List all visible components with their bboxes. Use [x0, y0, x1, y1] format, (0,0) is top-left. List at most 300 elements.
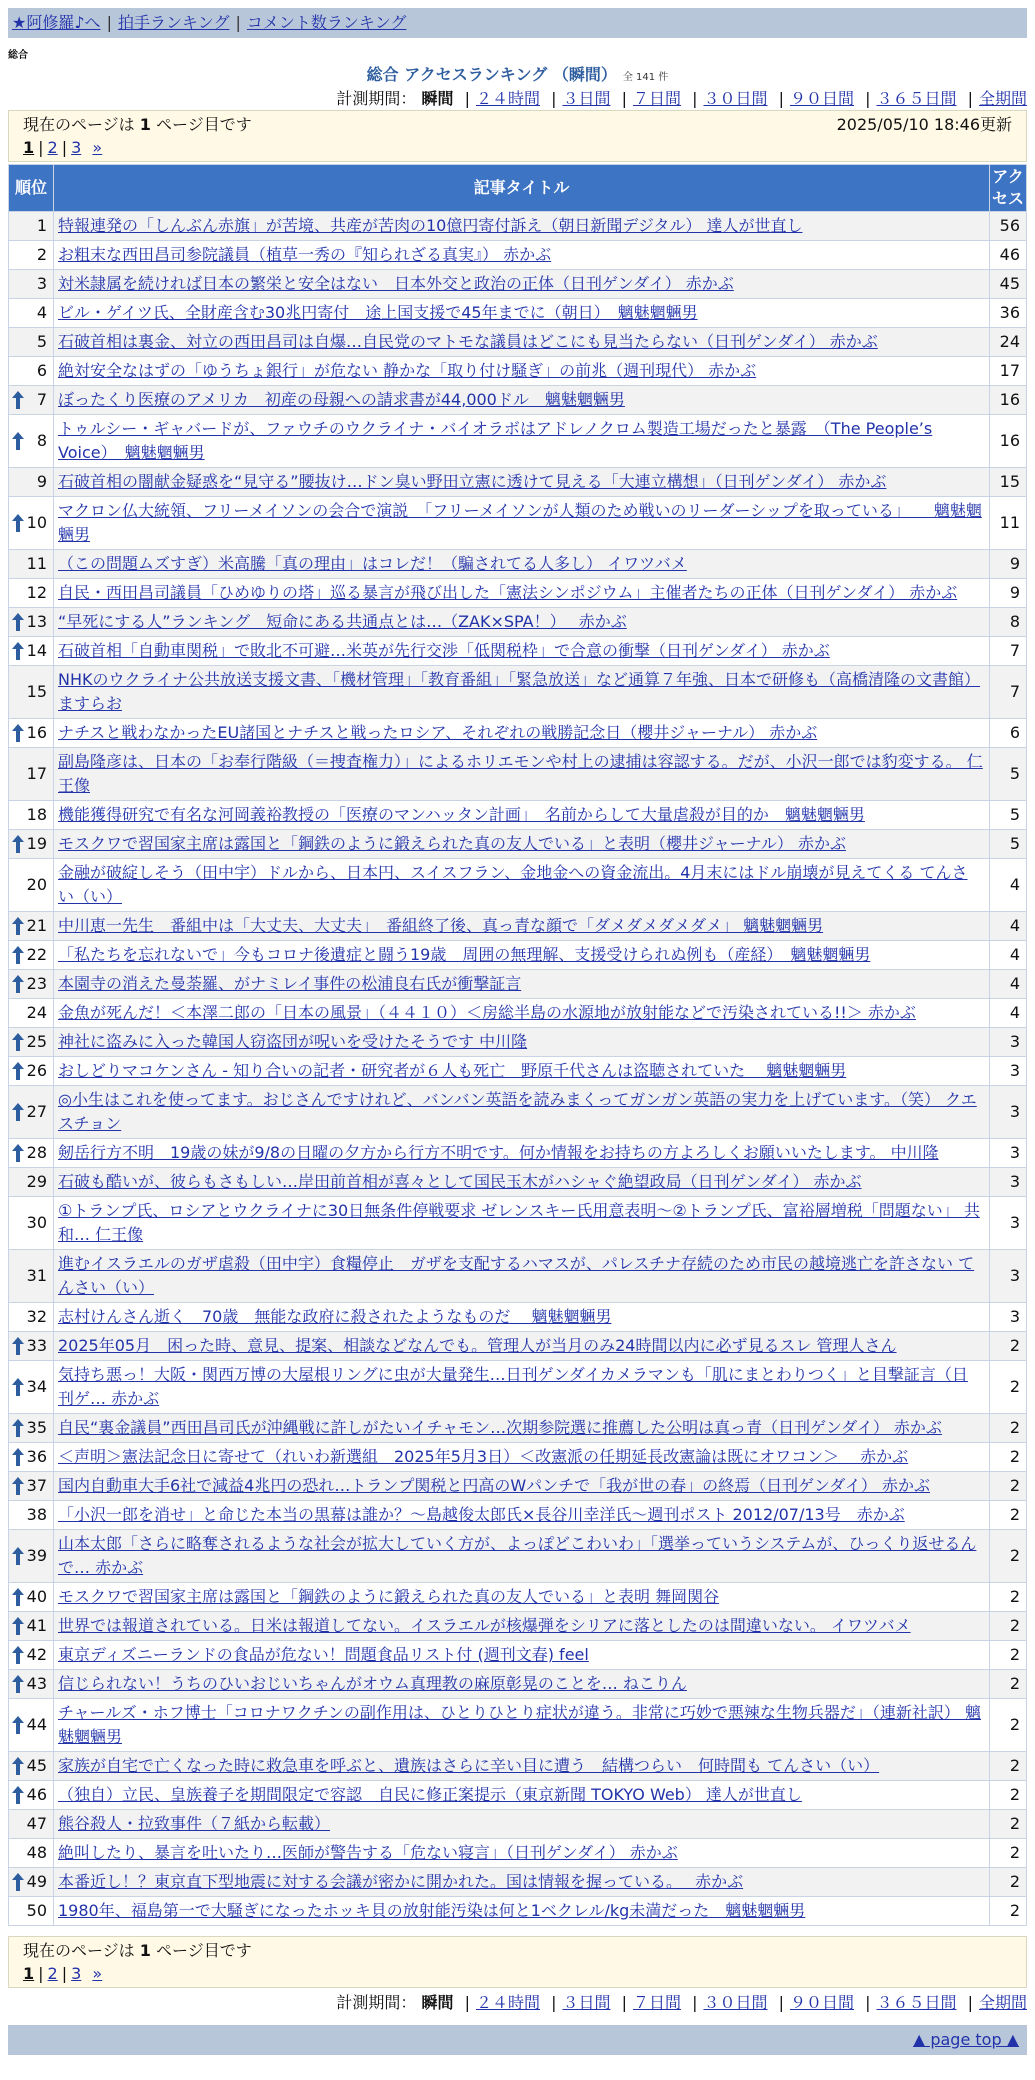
table-row — [9, 1168, 1027, 1197]
title-cell — [54, 357, 990, 386]
table-row — [9, 1057, 1027, 1086]
table-row — [9, 1839, 1027, 1868]
title-cell — [54, 1781, 990, 1810]
period-all-link[interactable]: 全期間 — [978, 1993, 1027, 2012]
rank-number: 38 — [26, 1505, 47, 1524]
rank-up-arrow-icon — [12, 391, 24, 409]
table-row — [9, 1868, 1027, 1897]
period-3d-link[interactable]: ３日間 — [562, 1993, 611, 2012]
period-365d-link[interactable]: ３６５日間 — [876, 1993, 957, 2012]
page-3-link[interactable]: 3 — [71, 1964, 82, 1983]
title-cell — [54, 830, 990, 859]
title-cell — [54, 719, 990, 748]
article-link[interactable]: チャールズ・ホフ博士「コロナワクチンの副作用は、ひとりひとり症状が違う。非常に巧妙で悪辣な生物兵器だ」（連新社訳） 魑魅魍魎男 — [58, 1703, 982, 1746]
page-title — [0, 62, 1035, 85]
period-365d-link[interactable]: ３６５日間 — [876, 89, 957, 108]
access-count: 2 — [990, 1414, 1027, 1443]
period-7d-link[interactable]: ７日間 — [632, 1993, 681, 2012]
rank-cell — [9, 1197, 54, 1250]
table-row — [9, 1472, 1027, 1501]
article-link[interactable]: ①トランプ氏、ロシアとウクライナに30日無条件停戦要求 ゼレンスキー氏用意表明～②トランプ氏、富裕層増税「問題ない」 共和… 仁王像 — [58, 1201, 980, 1244]
rank-cell — [9, 357, 54, 386]
title-cell — [54, 386, 990, 415]
title-cell — [54, 1699, 990, 1752]
rank-cell — [9, 1250, 54, 1303]
rank-number: 35 — [26, 1418, 47, 1437]
title-cell — [54, 1472, 990, 1501]
rank-cell — [9, 386, 54, 415]
rank-number: 26 — [26, 1061, 47, 1080]
period-90d-link[interactable]: ９０日間 — [789, 89, 854, 108]
applause-ranking-link[interactable]: 拍手ランキング — [117, 13, 230, 32]
title-cell — [54, 1612, 990, 1641]
article-link[interactable]: ◎小生はこれを使ってます。おじさんですけれど、バンバン英語を読みまくってガンガン英語の実力を上げています。（笑） クエスチョン — [58, 1090, 977, 1133]
rank-cell — [9, 1839, 54, 1868]
period-24h-link[interactable]: ２４時間 — [475, 89, 540, 108]
article-link[interactable]: 機能獲得研究で有名な河岡義裕教授の「医療のマンハッタン計画」 名前からして大量虐殺が目的か 魑魅魍魎男 — [58, 805, 865, 824]
article-link[interactable]: 進むイスラエルのガザ虐殺（田中宇）食糧停止 ガザを支配するハマスが、パレスチナ存続のため市民の越境逃亡を許さない てんさい（い） — [58, 1254, 975, 1297]
rank-number: 11 — [26, 554, 47, 573]
article-link[interactable]: おしどりマコケンさん - 知り合いの記者・研究者が６人も死亡 野原千代さんは盗聴されていた 魑魅魍魎男 — [58, 1061, 847, 1080]
access-count: 9 — [990, 579, 1027, 608]
access-count: 2 — [990, 1897, 1027, 1926]
article-link[interactable]: 志村けんさん逝く 70歳 無能な政府に殺されたようなものだ 魑魅魍魎男 — [58, 1307, 612, 1326]
article-link[interactable]: ぼったくり医療のアメリカ 初産の母親への請求書が44,000ドル 魑魅魍魎男 — [58, 390, 625, 409]
title-cell — [54, 637, 990, 666]
article-link[interactable]: NHKのウクライナ公共放送支援文書、「機材管理」「教育番組」「緊急放送」など通算７年強、日本で研修も（高橋清隆の文書館） ますらお — [58, 670, 981, 713]
rank-number: 37 — [26, 1476, 47, 1495]
rank-number: 9 — [36, 472, 47, 491]
title-cell — [54, 270, 990, 299]
rank-up-arrow-icon — [12, 1757, 24, 1775]
title-cell — [54, 1530, 990, 1583]
rank-header: 順位 — [9, 165, 54, 212]
category-label: 総合 — [8, 50, 28, 61]
rank-number: 17 — [26, 764, 47, 783]
article-link[interactable]: 「私たちを忘れないで」今もコロナ後遺症と闘う19歳 周囲の無理解、支援受けられぬ例も（産経） 魑魅魍魎男 — [58, 945, 871, 964]
article-link[interactable]: 中川恵一先生 番組中は「大丈夫、大丈夫」 番組終了後、真っ青な顔で「ダメダメダメダメ」 魑魅魍魎男 — [58, 916, 824, 935]
article-link[interactable]: 「小沢一郎を消せ」と命じた本当の黒幕は誰か？～島越俊太郎氏×長谷川幸洋氏～週刊ポスト 2012/07/13号 赤かぶ — [58, 1505, 905, 1524]
article-link[interactable]: 1980年、福島第一で大騒ぎになったホッキ貝の放射能汚染は何と1ベクレル/kg未満だった 魑魅魍魎男 — [58, 1901, 806, 1920]
rank-cell — [9, 1641, 54, 1670]
access-count: 2 — [990, 1752, 1027, 1781]
total-count: 全 141 件 — [622, 72, 669, 83]
table-row — [9, 748, 1027, 801]
rank-number: 36 — [26, 1447, 47, 1466]
rank-number: 33 — [26, 1336, 47, 1355]
article-link[interactable]: 家族が自宅で亡くなった時に救急車を呼ぶと、遺族はさらに辛い目に遭う 結構つらい 何時間も てんさい（い） — [58, 1756, 880, 1775]
table-row — [9, 666, 1027, 719]
period-label: 計測期間： — [336, 89, 417, 108]
period-selector-bottom: 計測期間： 瞬間 | ２４時間 | ３日間 | ７日間 | ３０日間 | ９０日間 | ３６５日間 | 全期間 — [336, 1993, 1027, 2012]
next-page-link[interactable]: » — [92, 138, 103, 157]
access-count: 2 — [990, 1332, 1027, 1361]
article-link[interactable]: 特報連発の「しんぶん赤旗」が苦境、共産が苦肉の10億円寄付訴え（朝日新聞デジタル） 達人が世直し — [58, 216, 803, 235]
access-count: 2 — [990, 1443, 1027, 1472]
nav-separator: | — [106, 13, 112, 32]
rank-cell — [9, 1443, 54, 1472]
access-count: 2 — [990, 1839, 1027, 1868]
article-link[interactable]: 金魚が死んだ！＜本澤二郎の「日本の風景」（４４１０）＜房総半島の水源地が放射能などで汚染されている!!＞ 赤かぶ — [58, 1003, 916, 1022]
period-all-link[interactable]: 全期間 — [978, 89, 1027, 108]
rank-up-arrow-icon — [12, 1547, 24, 1565]
rank-cell — [9, 666, 54, 719]
rank-up-arrow-icon — [12, 1103, 24, 1121]
title-header: 記事タイトル — [54, 165, 990, 212]
rank-cell — [9, 1781, 54, 1810]
home-link[interactable]: ★阿修羅♪へ — [12, 13, 101, 32]
access-count: 3 — [990, 1028, 1027, 1057]
access-count: 5 — [990, 801, 1027, 830]
rank-cell — [9, 1501, 54, 1530]
page-top-link[interactable]: ▲ page top ▲ — [912, 2030, 1019, 2049]
title-cell — [54, 328, 990, 357]
rank-number: 40 — [26, 1587, 47, 1606]
table-row — [9, 830, 1027, 859]
pagination-box-bottom: 現在のページは 1 ページ目です 1 | 2 | 3 » — [8, 1936, 1027, 1988]
title-cell — [54, 1868, 990, 1897]
table-header-row — [9, 165, 1027, 212]
page-2-link[interactable]: 2 — [47, 1964, 58, 1983]
rank-number: 3 — [36, 274, 47, 293]
ranking-table — [8, 164, 1027, 1926]
rank-cell — [9, 550, 54, 579]
rank-number: 50 — [26, 1901, 47, 1920]
article-link[interactable]: 副島隆彦は、日本の「お奉行階級（＝捜査権力）」によるホリエモンや村上の逮捕は容認する。だが、小沢一郎では豹変する。 仁王像 — [58, 752, 983, 795]
access-count: 3 — [990, 1139, 1027, 1168]
rank-cell — [9, 719, 54, 748]
article-link[interactable]: 絶対安全なはずの「ゆうちょ銀行」が危ない 静かな「取り付け騒ぎ」の前兆（週刊現代） 赤かぶ — [58, 361, 757, 380]
title-cell — [54, 299, 990, 328]
table-row — [9, 1810, 1027, 1839]
title-cell — [54, 1168, 990, 1197]
rank-cell — [9, 212, 54, 241]
table-row — [9, 1670, 1027, 1699]
rank-cell — [9, 1612, 54, 1641]
rank-up-arrow-icon — [12, 1646, 24, 1664]
access-count: 7 — [990, 637, 1027, 666]
rank-cell — [9, 299, 54, 328]
article-link[interactable]: “早死にする人”ランキング 短命にある共通点とは…（ZAK×SPA！） 赤かぶ — [58, 612, 627, 631]
table-row — [9, 1897, 1027, 1926]
title-cell — [54, 1057, 990, 1086]
access-count: 2 — [990, 1361, 1027, 1414]
table-row — [9, 941, 1027, 970]
article-link[interactable]: 熊谷殺人・拉致事件（７紙から転載） — [58, 1814, 331, 1833]
table-row — [9, 579, 1027, 608]
top-nav-bar — [8, 8, 1027, 38]
article-link[interactable]: 本園寺の消えた曼荼羅、がナミレイ事件の松浦良右氏が衝撃証言 — [58, 974, 522, 993]
rank-cell — [9, 1028, 54, 1057]
rank-up-arrow-icon — [12, 1419, 24, 1437]
access-count: 46 — [990, 241, 1027, 270]
page-1-current: 1 — [23, 138, 35, 157]
table-row — [9, 270, 1027, 299]
access-count: 2 — [990, 1781, 1027, 1810]
table-row — [9, 497, 1027, 550]
bottom-bar — [8, 2025, 1027, 2055]
rank-up-arrow-icon — [12, 514, 24, 532]
access-count: 2 — [990, 1699, 1027, 1752]
rank-number: 21 — [26, 916, 47, 935]
access-count: 3 — [990, 1303, 1027, 1332]
rank-number: 29 — [26, 1172, 47, 1191]
rank-number: 45 — [26, 1756, 47, 1775]
period-30d-link[interactable]: ３０日間 — [703, 89, 768, 108]
period-label: 計測期間： — [336, 1993, 417, 2012]
table-row — [9, 1501, 1027, 1530]
title-cell — [54, 1139, 990, 1168]
access-count: 3 — [990, 1086, 1027, 1139]
table-row — [9, 608, 1027, 637]
title-cell — [54, 1839, 990, 1868]
page-title-text: 総合 アクセスランキング （瞬間） — [366, 65, 617, 84]
rank-number: 2 — [36, 245, 47, 264]
rank-number: 14 — [26, 641, 47, 660]
access-count: 2 — [990, 1501, 1027, 1530]
pagination-box-top: 現在のページは 1 ページ目です 2025/05/10 18:46更新 1 | 2 | 3 » — [8, 110, 1027, 162]
rank-number: 4 — [36, 303, 47, 322]
article-link[interactable]: 石破首相の闇献金疑惑を“見守る”腰抜け…ドン臭い野田立憲に透けて見える「大連立構想」（日刊ゲンダイ） 赤かぶ — [58, 472, 887, 491]
period-30d-link[interactable]: ３０日間 — [703, 1993, 768, 2012]
access-count: 11 — [990, 497, 1027, 550]
table-row — [9, 1332, 1027, 1361]
article-link[interactable]: 国内自動車大手6社で減益4兆円の恐れ…トランプ関税と円高のWパンチで「我が世の春」の終焉（日刊ゲンダイ） 赤かぶ — [58, 1476, 930, 1495]
article-link[interactable]: 絶叫したり、暴言を吐いたり…医師が警告する「危ない寝言」（日刊ゲンダイ） 赤かぶ — [58, 1843, 678, 1862]
table-row — [9, 1781, 1027, 1810]
access-count: 6 — [990, 719, 1027, 748]
rank-cell — [9, 970, 54, 999]
title-cell — [54, 212, 990, 241]
rank-number: 46 — [26, 1785, 47, 1804]
rank-cell — [9, 1868, 54, 1897]
article-link[interactable]: マクロン仏大統領、フリーメイソンの会合で演説 「フリーメイソンが人類のため戦いのリーダーシップを取っている」 魑魅魍魎男 — [58, 501, 982, 544]
title-cell — [54, 1414, 990, 1443]
rank-cell — [9, 830, 54, 859]
period-current: 瞬間 — [421, 1993, 454, 2012]
period-current: 瞬間 — [421, 89, 454, 108]
table-row — [9, 386, 1027, 415]
access-count: 7 — [990, 666, 1027, 719]
rank-cell — [9, 497, 54, 550]
table-row — [9, 1361, 1027, 1414]
title-cell — [54, 1501, 990, 1530]
article-link[interactable]: （独自）立民、皇族養子を期間限定で容認 自民に修正案提示（東京新聞 TOKYO Web） 達人が世直し — [58, 1785, 802, 1804]
rank-number: 18 — [26, 805, 47, 824]
title-cell — [54, 1897, 990, 1926]
rank-number: 6 — [36, 361, 47, 380]
access-count: 3 — [990, 1057, 1027, 1086]
article-link[interactable]: 自民“裏金議員”西田昌司氏が沖縄戦に許しがたいイチャモン…次期参院選に推薦した公明は真っ青（日刊ゲンダイ） 赤かぶ — [58, 1418, 942, 1437]
title-cell — [54, 1670, 990, 1699]
page-status-prefix: 現在のページは — [23, 115, 135, 134]
article-link[interactable]: 石破首相「自動車関税」で敗北不可避…米英が先行交渉「低関税枠」で合意の衝撃（日刊ゲンダイ） 赤かぶ — [58, 641, 830, 660]
rank-cell — [9, 801, 54, 830]
access-count: 5 — [990, 748, 1027, 801]
article-link[interactable]: （この問題ムズすぎ）米高騰「真の理由」はコレだ！（騙されてる人多し） イワツバメ — [58, 554, 687, 573]
rank-cell — [9, 1810, 54, 1839]
rank-cell — [9, 1414, 54, 1443]
article-link[interactable]: ＜声明＞憲法記念日に寄せて（れいわ新選組 2025年5月3日）＜改憲派の任期延長改憲論は既にオワコン＞ 赤かぶ — [58, 1447, 909, 1466]
rank-number: 32 — [26, 1307, 47, 1326]
rank-number: 23 — [26, 974, 47, 993]
period-3d-link[interactable]: ３日間 — [562, 89, 611, 108]
rank-number: 20 — [26, 875, 47, 894]
access-count: 15 — [990, 468, 1027, 497]
table-row — [9, 1752, 1027, 1781]
access-count: 9 — [990, 550, 1027, 579]
title-cell — [54, 550, 990, 579]
rank-up-arrow-icon — [12, 1873, 24, 1891]
article-link[interactable]: 剱岳行方不明 19歳の妹が9/8の日曜の夕方から行方不明です。何か情報をお持ちの方よろしくお願いいたします。 中川隆 — [58, 1143, 939, 1162]
access-count: 2 — [990, 1670, 1027, 1699]
article-link[interactable]: モスクワで習国家主席は露国と「鋼鉄のように鍛えられた真の友人でいる」と表明 舞岡関谷 — [58, 1587, 720, 1606]
article-link[interactable]: 金融が破綻しそう（田中宇）ドルから、日本円、スイスフラン、金地金への資金流出。4月末にはドル崩壊が見えてくる てんさい（い） — [58, 863, 968, 906]
article-link[interactable]: 2025年05月 困った時、意見、提案、相談などなんでも。管理人が当月のみ24時間以内に必ず見るスレ 管理人さん — [58, 1336, 897, 1355]
access-count: 3 — [990, 1250, 1027, 1303]
title-cell — [54, 941, 990, 970]
table-row — [9, 1530, 1027, 1583]
table-row — [9, 1250, 1027, 1303]
table-row — [9, 1699, 1027, 1752]
ranking-table-body — [9, 212, 1027, 1926]
article-link[interactable]: 対米隷属を続ければ日本の繁栄と安全はない 日本外交と政治の正体（日刊ゲンダイ） 赤かぶ — [58, 274, 734, 293]
table-row — [9, 299, 1027, 328]
table-row — [9, 1139, 1027, 1168]
table-row — [9, 241, 1027, 270]
article-link[interactable]: トゥルシー・ギャバードが、ファウチのウクライナ・バイオラボはアドレノクロム製造工場だったと暴露 （The People’s Voice） 魑魅魍魎男 — [58, 419, 933, 462]
rank-up-arrow-icon — [12, 917, 24, 935]
page-status-current: 1 — [139, 1941, 151, 1960]
rank-up-arrow-icon — [12, 1337, 24, 1355]
access-count: 2 — [990, 1868, 1027, 1897]
title-cell — [54, 912, 990, 941]
rank-number: 19 — [26, 834, 47, 853]
rank-number: 43 — [26, 1674, 47, 1693]
rank-up-arrow-icon — [12, 1448, 24, 1466]
access-header: アクセス — [990, 165, 1027, 212]
article-link[interactable]: 神社に盗みに入った韓国人窃盗団が呪いを受けたそうです 中川隆 — [58, 1032, 528, 1051]
access-count: 4 — [990, 999, 1027, 1028]
rank-cell — [9, 328, 54, 357]
article-link[interactable]: 石破首相は裏金、対立の西田昌司は自爆…自民党のマトモな議員はどこにも見当たらない（日刊ゲンダイ） 赤かぶ — [58, 332, 878, 351]
rank-up-arrow-icon — [12, 1144, 24, 1162]
rank-number: 49 — [26, 1872, 47, 1891]
article-link[interactable]: 自民・西田昌司議員「ひめゆりの塔」巡る暴言が飛び出した「憲法シンポジウム」主催者たちの正体（日刊ゲンダイ） 赤かぶ — [58, 583, 958, 602]
table-row — [9, 1414, 1027, 1443]
rank-cell — [9, 1086, 54, 1139]
access-count: 16 — [990, 386, 1027, 415]
rank-cell — [9, 241, 54, 270]
article-link[interactable]: お粗末な西田昌司参院議員（植草一秀の『知られざる真実』） 赤かぶ — [58, 245, 552, 264]
rank-number: 1 — [36, 216, 47, 235]
title-cell — [54, 1250, 990, 1303]
access-count: 2 — [990, 1530, 1027, 1583]
rank-number: 15 — [26, 682, 47, 701]
table-row — [9, 357, 1027, 386]
rank-cell — [9, 637, 54, 666]
period-90d-link[interactable]: ９０日間 — [789, 1993, 854, 2012]
rank-number: 39 — [26, 1546, 47, 1565]
article-link[interactable]: ビル・ゲイツ氏、全財産含む30兆円寄付 途上国支援で45年までに（朝日） 魑魅魍魎男 — [58, 303, 698, 322]
page-status-suffix: ページ目です — [156, 1941, 252, 1960]
access-count: 4 — [990, 912, 1027, 941]
title-cell — [54, 1303, 990, 1332]
rank-up-arrow-icon — [12, 975, 24, 993]
page-3-link[interactable]: 3 — [71, 138, 82, 157]
rank-cell — [9, 1530, 54, 1583]
title-cell — [54, 608, 990, 637]
rank-number: 48 — [26, 1843, 47, 1862]
access-count: 5 — [990, 830, 1027, 859]
article-link[interactable]: 山本太郎「さらに略奪されるような社会が拡大していく方が、よっぽどこわいわ」「選挙っていうシステムが、ひっくり返せるんで… 赤かぶ — [58, 1534, 977, 1577]
period-7d-link[interactable]: ７日間 — [632, 89, 681, 108]
rank-cell — [9, 415, 54, 468]
title-cell — [54, 1752, 990, 1781]
table-row — [9, 637, 1027, 666]
rank-cell — [9, 1472, 54, 1501]
title-cell — [54, 801, 990, 830]
rank-cell — [9, 859, 54, 912]
rank-cell — [9, 1670, 54, 1699]
page-2-link[interactable]: 2 — [47, 138, 58, 157]
access-count: 4 — [990, 941, 1027, 970]
access-count: 17 — [990, 357, 1027, 386]
article-link[interactable]: ナチスと戦わなかったEU諸国とナチスと戦ったロシア、それぞれの戦勝記念日（櫻井ジャーナル） 赤かぶ — [58, 723, 818, 742]
rank-number: 12 — [26, 583, 47, 602]
rank-cell — [9, 999, 54, 1028]
rank-cell — [9, 1168, 54, 1197]
table-row — [9, 999, 1027, 1028]
access-count: 2 — [990, 1583, 1027, 1612]
period-24h-link[interactable]: ２４時間 — [475, 1993, 540, 2012]
title-cell — [54, 1028, 990, 1057]
rank-number: 16 — [26, 723, 47, 742]
page-status-current: 1 — [139, 115, 151, 134]
article-link[interactable]: 世界では報道されている。日米は報道してない。イスラエルが核爆弾をシリアに落としたのは間違いない。 イワツバメ — [58, 1616, 911, 1635]
rank-up-arrow-icon — [12, 1062, 24, 1080]
title-cell — [54, 1332, 990, 1361]
article-link[interactable]: 本番近し！？東京直下型地震に対する会議が密かに開かれた。国は情報を握っている。 赤かぶ — [58, 1872, 744, 1891]
article-link[interactable]: 信じられない！うちのひいおじいちゃんがオウム真理教の麻原彰晃のことを… ねこりん — [58, 1674, 687, 1693]
title-cell — [54, 1086, 990, 1139]
comment-ranking-link[interactable]: コメント数ランキング — [246, 13, 407, 32]
title-cell — [54, 1197, 990, 1250]
article-link[interactable]: 東京ディズニーランドの食品が危ない！問題食品リスト付 (週刊文春) feel — [58, 1645, 589, 1664]
nav-separator: | — [235, 13, 241, 32]
next-page-link[interactable]: » — [92, 1964, 103, 1983]
table-row — [9, 328, 1027, 357]
rank-up-arrow-icon — [12, 724, 24, 742]
article-link[interactable]: 気持ち悪っ！大阪・関西万博の大屋根リングに虫が大量発生…日刊ゲンダイカメラマンも「肌にまとわりつく」と目撃証言（日刊ゲ… 赤かぶ — [58, 1365, 968, 1408]
rank-cell — [9, 912, 54, 941]
rank-up-arrow-icon — [12, 432, 24, 450]
access-count: 2 — [990, 1810, 1027, 1839]
updated-timestamp: 2025/05/10 18:46更新 — [836, 115, 1012, 134]
access-count: 45 — [990, 270, 1027, 299]
rank-cell — [9, 1303, 54, 1332]
article-link[interactable]: モスクワで習国家主席は露国と「鋼鉄のように鍛えられた真の友人でいる」と表明（櫻井ジャーナル） 赤かぶ — [58, 834, 846, 853]
rank-number: 25 — [26, 1032, 47, 1051]
title-cell — [54, 666, 990, 719]
rank-up-arrow-icon — [12, 642, 24, 660]
article-link[interactable]: 石破も酷いが、彼らもさもしい…岸田前首相が喜々として国民玉木がハシャぐ絶望政局（日刊ゲンダイ） 赤かぶ — [58, 1172, 862, 1191]
page-status-suffix: ページ目です — [156, 115, 252, 134]
table-row — [9, 1303, 1027, 1332]
rank-up-arrow-icon — [12, 1033, 24, 1051]
rank-number: 7 — [36, 390, 47, 409]
rank-number: 44 — [26, 1715, 47, 1734]
